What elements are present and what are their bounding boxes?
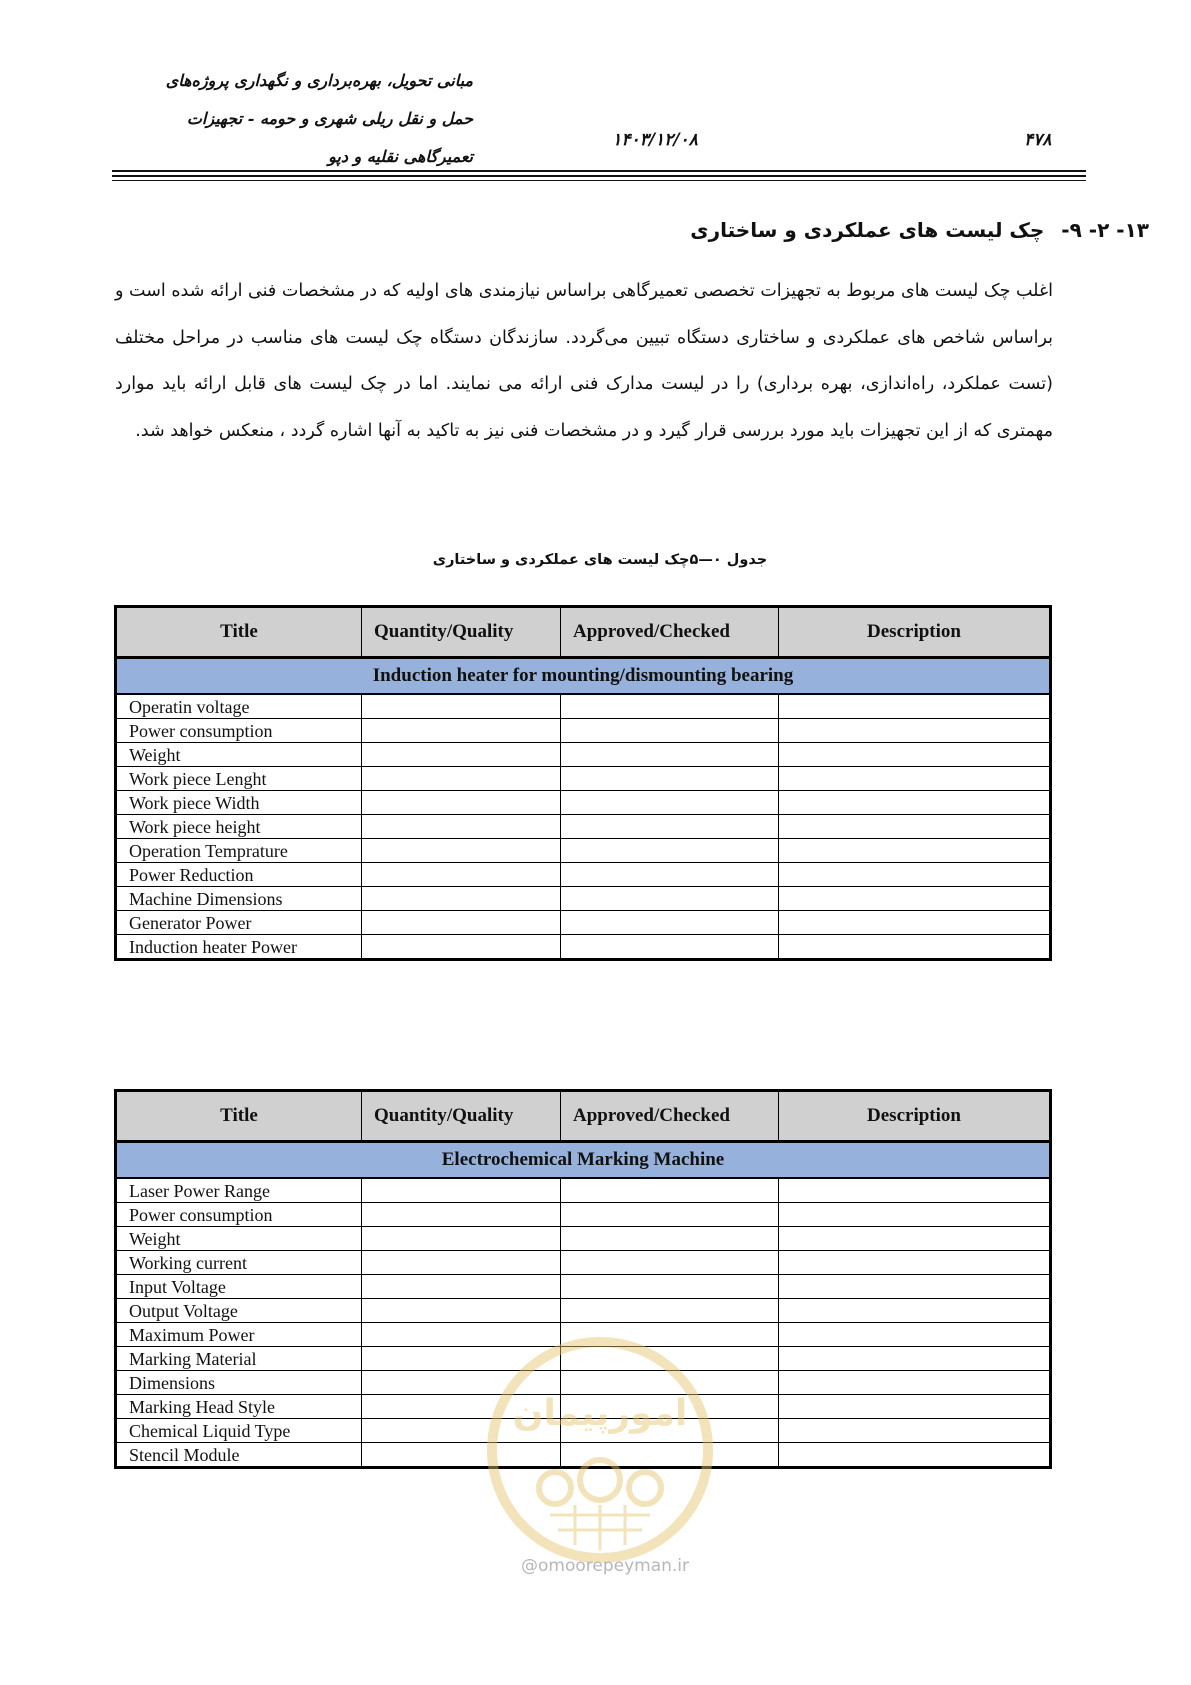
column-header-quantity-quality: Quantity/Quality bbox=[362, 607, 561, 658]
quantity-cell[interactable] bbox=[362, 743, 561, 767]
table-row bbox=[116, 1203, 1051, 1227]
table-row bbox=[116, 743, 1051, 767]
approved-cell[interactable] bbox=[561, 767, 779, 791]
quantity-cell[interactable] bbox=[362, 935, 561, 960]
description-cell[interactable] bbox=[779, 1275, 1051, 1299]
description-cell[interactable] bbox=[779, 1395, 1051, 1419]
quantity-cell[interactable] bbox=[362, 1227, 561, 1251]
row-title: Generator Power bbox=[116, 911, 362, 935]
approved-cell[interactable] bbox=[561, 815, 779, 839]
row-title: Weight bbox=[116, 1227, 362, 1251]
header-rule bbox=[112, 180, 1086, 181]
row-title: Laser Power Range bbox=[116, 1178, 362, 1203]
table-row bbox=[116, 935, 1051, 960]
quantity-cell[interactable] bbox=[362, 1251, 561, 1275]
table-group-title: Electrochemical Marking Machine bbox=[116, 1142, 1051, 1179]
description-cell[interactable] bbox=[779, 1347, 1051, 1371]
table-row bbox=[116, 719, 1051, 743]
row-title: Output Voltage bbox=[116, 1299, 362, 1323]
description-cell[interactable] bbox=[779, 1371, 1051, 1395]
column-header-description: Description bbox=[779, 607, 1051, 658]
grid-icon bbox=[550, 1505, 650, 1550]
row-title: Work piece Width bbox=[116, 791, 362, 815]
quantity-cell[interactable] bbox=[362, 1203, 561, 1227]
approved-cell[interactable] bbox=[561, 911, 779, 935]
gear-icon bbox=[539, 1460, 661, 1504]
table-row bbox=[116, 791, 1051, 815]
section-title: چک لیست های عملکردی و ساختاری bbox=[690, 218, 1045, 242]
approved-cell[interactable] bbox=[561, 863, 779, 887]
table-caption: جدول ۰—۵چک لیست های عملکردی و ساختاری bbox=[432, 552, 768, 568]
approved-cell[interactable] bbox=[561, 1299, 779, 1323]
description-cell[interactable] bbox=[779, 839, 1051, 863]
header-title-line-2: حمل و نقل ریلی شهری و حومه - تجهیزات bbox=[186, 109, 473, 128]
description-cell[interactable] bbox=[779, 767, 1051, 791]
header-date: ۱۴۰۳/۱۲/۰۸ bbox=[612, 130, 698, 150]
column-header-quantity-quality: Quantity/Quality bbox=[362, 1091, 561, 1142]
approved-cell[interactable] bbox=[561, 1203, 779, 1227]
quantity-cell[interactable] bbox=[362, 1275, 561, 1299]
description-cell[interactable] bbox=[779, 1323, 1051, 1347]
header-title bbox=[93, 62, 473, 176]
column-header-title: Title bbox=[116, 1091, 362, 1142]
quantity-cell[interactable] bbox=[362, 694, 561, 719]
row-title: Work piece Lenght bbox=[116, 767, 362, 791]
row-title: Power consumption bbox=[116, 719, 362, 743]
watermark-logo-text: امورپیمان bbox=[512, 1393, 688, 1434]
approved-cell[interactable] bbox=[561, 1275, 779, 1299]
quantity-cell[interactable] bbox=[362, 719, 561, 743]
header-rule bbox=[112, 175, 1086, 177]
row-title: Induction heater Power bbox=[116, 935, 362, 960]
description-cell[interactable] bbox=[779, 911, 1051, 935]
approved-cell[interactable] bbox=[561, 791, 779, 815]
section-paragraph: اغلب چک لیست های مربوط به تجهیزات تخصصی تعمیرگاهی براساس نیازمندی های اولیه که در مشخصات فنی ارائه شده است و براساس شاخص های عملکردی و ساختاری دستگاه تبیین می‌گردد. سازندگان دستگاه چک لیست های مناسب در مراحل مختلف (تست عملکرد، راه‌اندازی، بهره برداری) را در لیست مدارک فنی ارائه می نمایند. اما در چک لیست های قابل ارائه باید موارد مهمتری که از این تجهیزات باید مورد بررسی قرار گیرد و در مشخصات فنی نیز به تاکید به آنها اشاره گردد ، منعکس خواهد شد. bbox=[115, 281, 1053, 441]
row-title: Stencil Module bbox=[116, 1443, 362, 1468]
row-title: Power consumption bbox=[116, 1203, 362, 1227]
table-row bbox=[116, 1299, 1051, 1323]
row-title: Operatin voltage bbox=[116, 694, 362, 719]
description-cell[interactable] bbox=[779, 887, 1051, 911]
quantity-cell[interactable] bbox=[362, 887, 561, 911]
table-row bbox=[116, 1178, 1051, 1203]
column-header-approved-checked: Approved/Checked bbox=[561, 607, 779, 658]
approved-cell[interactable] bbox=[561, 887, 779, 911]
description-cell[interactable] bbox=[779, 1227, 1051, 1251]
approved-cell[interactable] bbox=[561, 694, 779, 719]
row-title: Marking Head Style bbox=[116, 1395, 362, 1419]
section-number: ۱۳- ۲- ۹- bbox=[1061, 218, 1149, 242]
description-cell[interactable] bbox=[779, 1419, 1051, 1443]
table-group-row bbox=[116, 1142, 1051, 1179]
row-title: Machine Dimensions bbox=[116, 887, 362, 911]
approved-cell[interactable] bbox=[561, 743, 779, 767]
row-title: Power Reduction bbox=[116, 863, 362, 887]
quantity-cell[interactable] bbox=[362, 1178, 561, 1203]
description-cell[interactable] bbox=[779, 863, 1051, 887]
table-header-row bbox=[116, 607, 1051, 658]
description-cell[interactable] bbox=[779, 815, 1051, 839]
approved-cell[interactable] bbox=[561, 935, 779, 960]
description-cell[interactable] bbox=[779, 719, 1051, 743]
approved-cell[interactable] bbox=[561, 1227, 779, 1251]
table-row bbox=[116, 863, 1051, 887]
table-header-row bbox=[116, 1091, 1051, 1142]
description-cell[interactable] bbox=[779, 791, 1051, 815]
quantity-cell[interactable] bbox=[362, 791, 561, 815]
table-row bbox=[116, 887, 1051, 911]
approved-cell[interactable] bbox=[561, 1251, 779, 1275]
table-row bbox=[116, 815, 1051, 839]
approved-cell[interactable] bbox=[561, 719, 779, 743]
row-title: Input Voltage bbox=[116, 1275, 362, 1299]
quantity-cell[interactable] bbox=[362, 767, 561, 791]
description-cell[interactable] bbox=[779, 1203, 1051, 1227]
table-row bbox=[116, 1275, 1051, 1299]
row-title: Operation Temprature bbox=[116, 839, 362, 863]
header-title-line-3: تعمیرگاهی نقلیه و دپو bbox=[328, 147, 473, 166]
watermark-logo bbox=[480, 1330, 720, 1570]
quantity-cell[interactable] bbox=[362, 815, 561, 839]
table-row bbox=[116, 911, 1051, 935]
description-cell[interactable] bbox=[779, 1178, 1051, 1203]
row-title: Working current bbox=[116, 1251, 362, 1275]
description-cell[interactable] bbox=[779, 1299, 1051, 1323]
approved-cell[interactable] bbox=[561, 839, 779, 863]
table-row bbox=[116, 1251, 1051, 1275]
checklist-table-induction-heater bbox=[114, 605, 1052, 961]
row-title: Weight bbox=[116, 743, 362, 767]
column-header-title: Title bbox=[116, 607, 362, 658]
row-title: Work piece height bbox=[116, 815, 362, 839]
description-cell[interactable] bbox=[779, 743, 1051, 767]
column-header-description: Description bbox=[779, 1091, 1051, 1142]
quantity-cell[interactable] bbox=[362, 1299, 561, 1323]
table-row bbox=[116, 694, 1051, 719]
approved-cell[interactable] bbox=[561, 1178, 779, 1203]
description-cell[interactable] bbox=[779, 1443, 1051, 1468]
row-title: Marking Material bbox=[116, 1347, 362, 1371]
quantity-cell[interactable] bbox=[362, 911, 561, 935]
table-group-row bbox=[116, 658, 1051, 695]
table-row bbox=[116, 1227, 1051, 1251]
table-group-title: Induction heater for mounting/dismounting bearing bbox=[116, 658, 1051, 695]
quantity-cell[interactable] bbox=[362, 839, 561, 863]
header-rule bbox=[112, 170, 1086, 172]
table-row bbox=[116, 767, 1051, 791]
watermark-url: @omoorepeyman.ir bbox=[520, 1556, 690, 1576]
row-title: Dimensions bbox=[116, 1371, 362, 1395]
description-cell[interactable] bbox=[779, 1251, 1051, 1275]
row-title: Chemical Liquid Type bbox=[116, 1419, 362, 1443]
quantity-cell[interactable] bbox=[362, 863, 561, 887]
row-title: Maximum Power bbox=[116, 1323, 362, 1347]
column-header-approved-checked: Approved/Checked bbox=[561, 1091, 779, 1142]
table-row bbox=[116, 839, 1051, 863]
description-cell[interactable] bbox=[779, 935, 1051, 960]
section-heading bbox=[690, 218, 1149, 242]
page-number: ۴۷۸ bbox=[1024, 130, 1052, 150]
header-title-line-1: مبانی تحویل، بهره‌برداری و نگهداری پروژه‌های bbox=[165, 71, 473, 90]
description-cell[interactable] bbox=[779, 694, 1051, 719]
